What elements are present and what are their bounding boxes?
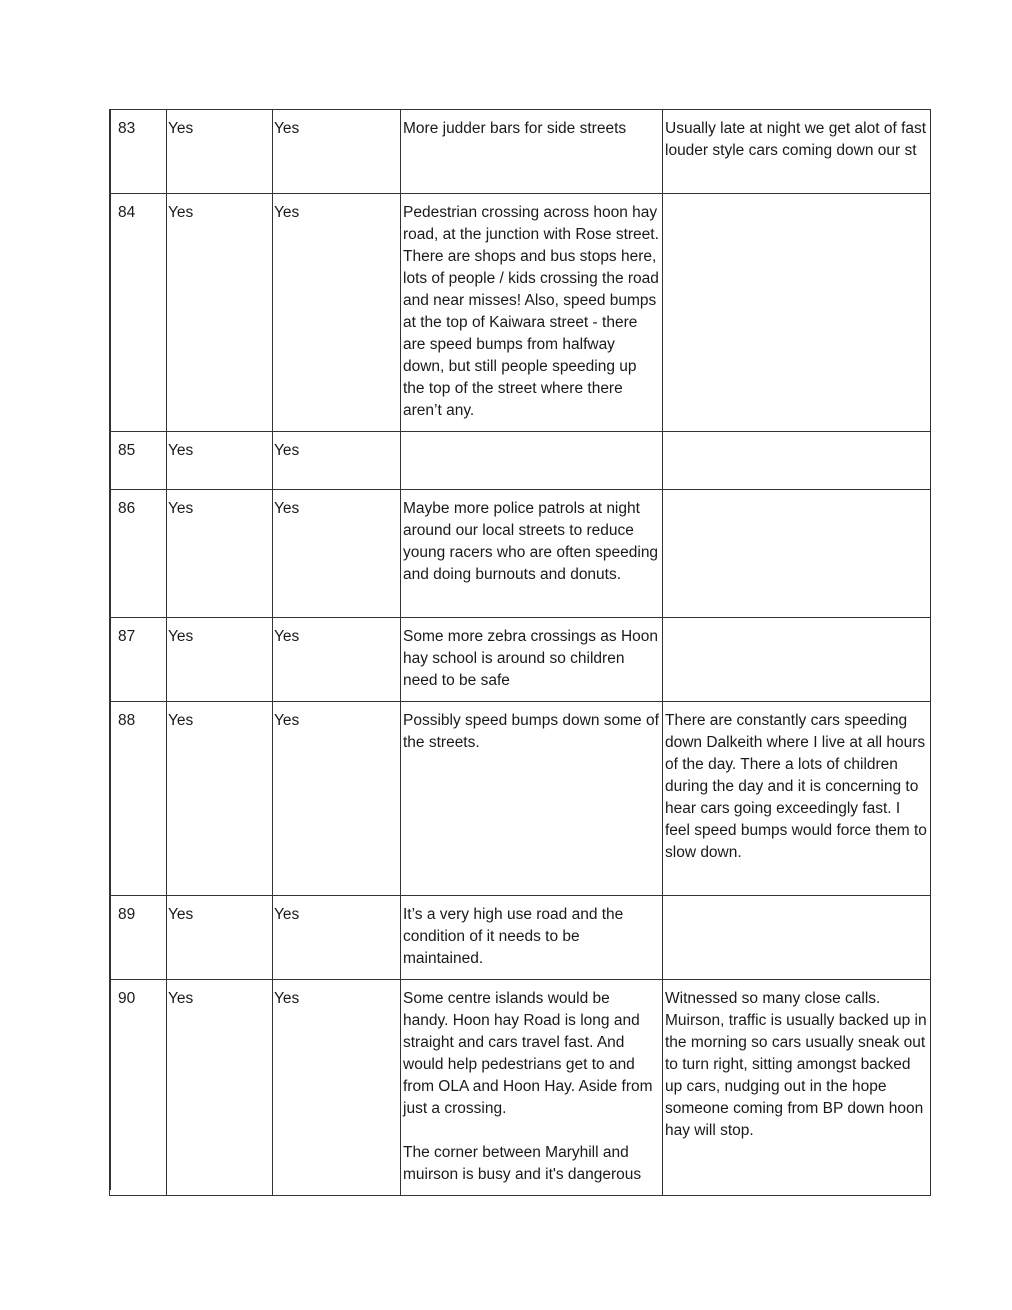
table-row	[110, 432, 931, 490]
comment-cell	[663, 980, 931, 1196]
cell-text: Witnessed so many close calls. Muirson, traffic is usually backed up in the morning so cars usually sneak out to turn right, sitting amongst backed up cars, nudging out in the hope someone coming from BP down hoon hay will stop.	[665, 990, 927, 1139]
suggestion-cell	[401, 110, 663, 194]
answer-cell-2	[273, 490, 401, 618]
cell-text: Some more zebra crossings as Hoon hay school is around so children need to be safe	[403, 628, 659, 689]
cell-text: It’s a very high use road and the condition of it needs to be maintained.	[403, 906, 624, 967]
cell-text: 83	[118, 120, 136, 137]
answer-cell-1	[167, 980, 273, 1196]
table-row	[110, 194, 931, 432]
response-number	[110, 194, 167, 432]
responses-table	[109, 109, 931, 1196]
cell-text: Yes	[168, 442, 194, 459]
suggestion-cell	[401, 432, 663, 490]
answer-cell-1	[167, 432, 273, 490]
table-row	[110, 896, 931, 980]
answer-cell-2	[273, 618, 401, 702]
cell-text: 89	[118, 906, 136, 923]
answer-cell-2	[273, 980, 401, 1196]
cell-text: Yes	[168, 906, 194, 923]
table-row	[110, 110, 931, 194]
cell-text: Yes	[168, 990, 194, 1007]
cell-text: Yes	[168, 120, 194, 137]
cell-text: 87	[118, 628, 136, 645]
cell-text: Some centre islands would be handy. Hoon hay Road is long and straight and cars travel fast. And would help pedestrians get to and from OLA and Hoon Hay. Aside from just a crossing. The corner between Maryhill and muirson is busy and it's dangerous	[403, 990, 653, 1183]
response-number	[110, 618, 167, 702]
response-number	[110, 110, 167, 194]
answer-cell-2	[273, 432, 401, 490]
cell-text: Yes	[274, 500, 300, 517]
response-number	[110, 432, 167, 490]
comment-cell	[663, 490, 931, 618]
cell-text: There are constantly cars speeding down Dalkeith where I live at all hours of the day. There a lots of children during the day and it is concerning to hear cars going exceedingly fast. I feel speed bumps would force them to slow down.	[665, 712, 927, 861]
cell-text: Yes	[274, 628, 300, 645]
response-number	[110, 980, 167, 1196]
answer-cell-2	[273, 702, 401, 896]
comment-cell	[663, 702, 931, 896]
suggestion-cell	[401, 702, 663, 896]
response-number	[110, 702, 167, 896]
answer-cell-1	[167, 896, 273, 980]
cell-text: Yes	[274, 906, 300, 923]
cell-text: More judder bars for side streets	[403, 120, 627, 137]
cell-text: Yes	[168, 712, 194, 729]
suggestion-cell	[401, 980, 663, 1196]
cell-text: Yes	[168, 500, 194, 517]
comment-cell	[663, 110, 931, 194]
suggestion-cell	[401, 896, 663, 980]
answer-cell-2	[273, 194, 401, 432]
cell-text: Yes	[274, 712, 300, 729]
response-number	[110, 896, 167, 980]
cell-text: Yes	[274, 204, 300, 221]
comment-cell	[663, 432, 931, 490]
cell-text: 86	[118, 500, 136, 517]
table-row	[110, 490, 931, 618]
cell-text: Usually late at night we get alot of fast louder style cars coming down our st	[665, 120, 927, 159]
cell-text: Yes	[168, 628, 194, 645]
cell-text: 88	[118, 712, 136, 729]
table-row	[110, 980, 931, 1196]
table-row	[110, 618, 931, 702]
cell-text: Pedestrian crossing across hoon hay road, at the junction with Rose street. There are shops and bus stops here, lots of people / kids crossing the road and near misses! Also, speed bumps at the top of Kaiwara street - there are speed bumps from halfway down, but still people speeding up the top of the street where there aren’t any.	[403, 204, 659, 419]
answer-cell-2	[273, 110, 401, 194]
table-row	[110, 702, 931, 896]
answer-cell-1	[167, 618, 273, 702]
cell-text: 84	[118, 204, 136, 221]
answer-cell-1	[167, 194, 273, 432]
cell-text: 90	[118, 990, 136, 1007]
suggestion-cell	[401, 490, 663, 618]
suggestion-cell	[401, 618, 663, 702]
cell-text: 85	[118, 442, 136, 459]
cell-text: Yes	[274, 120, 300, 137]
suggestion-cell	[401, 194, 663, 432]
comment-cell	[663, 896, 931, 980]
comment-cell	[663, 618, 931, 702]
cell-text: Maybe more police patrols at night around our local streets to reduce young racers who are often speeding and doing burnouts and donuts.	[403, 500, 659, 583]
cell-text: Possibly speed bumps down some of the streets.	[403, 712, 659, 751]
answer-cell-1	[167, 110, 273, 194]
answer-cell-1	[167, 702, 273, 896]
answer-cell-1	[167, 490, 273, 618]
cell-text: Yes	[274, 442, 300, 459]
table-left-border	[109, 109, 111, 1190]
comment-cell	[663, 194, 931, 432]
response-number	[110, 490, 167, 618]
cell-text: Yes	[274, 990, 300, 1007]
cell-text: Yes	[168, 204, 194, 221]
answer-cell-2	[273, 896, 401, 980]
